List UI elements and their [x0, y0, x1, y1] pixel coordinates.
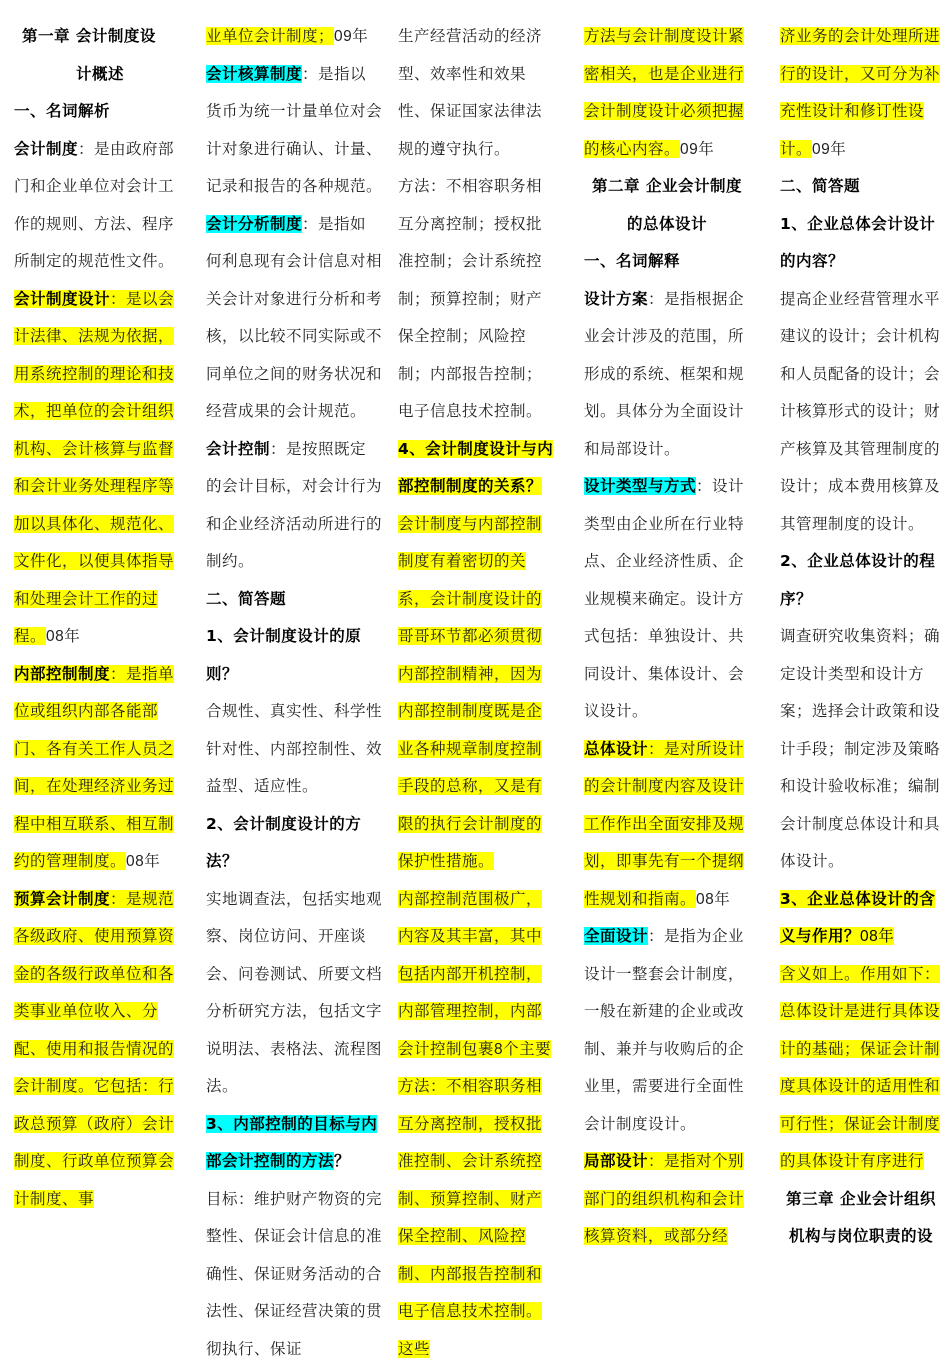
term-label: 会计核算制度: [206, 65, 302, 83]
answer-4: [398, 506, 556, 881]
term-label: 全面设计: [584, 927, 648, 945]
term-partial-design-cont: [780, 18, 942, 168]
term-accounting-system-design: [14, 281, 186, 656]
term-label: 总体设计: [584, 740, 648, 758]
chapter-3-title-cont: 机构与岗位职责的设: [780, 1218, 942, 1256]
answer-3-methods: 方法：不相容职务相互分离控制；授权批准控制；会计系统控制；预算控制；财产保全控制；风险控制；内部报告控制；电子信息技术控制。: [398, 168, 556, 431]
column-3: [398, 18, 556, 1368]
term-accounting-core-system: [206, 56, 382, 206]
term-design-type: [584, 468, 750, 731]
year-tag: 08年: [46, 628, 80, 645]
year-tag: 09年: [334, 28, 368, 45]
term-label: 设计类型与方式: [584, 477, 696, 495]
term-definition: ：是按照既定的会计目标，对会计行为和企业经济活动所进行的制约。: [206, 440, 382, 571]
answer-1: 提高企业经营管理水平建议的设计；会计机构和人员配备的设计；会计核算形式的设计；财产核算及其管理制度的设计；成本费用核算及其管理制度的设计。: [780, 281, 942, 544]
term-label: 预算会计制度: [14, 890, 110, 908]
answer-1: 合规性、真实性、科学性针对性、内部控制性、效益型、适应性。: [206, 693, 382, 806]
question-3-text: 3、企业总体设计的含义与作用？: [780, 890, 935, 946]
question-1: 1、企业总体会计设计的内容？: [780, 206, 942, 281]
term-definition: ：是指如何利息现有会计信息对相关会计对象进行分析和考核，以比较不同实际或不同单位之间的财务状况和经营成果的会计规范。: [206, 215, 382, 421]
term-label: 会计分析制度: [206, 215, 302, 233]
year-tag: 09年: [680, 141, 714, 158]
question-mark: ？: [334, 1152, 350, 1170]
year-tag: 09年: [812, 141, 846, 158]
answer-2: 实地调查法，包括实地观察、岗位访问、开座谈会、问卷测试、所要文档分析研究方法，包括文字说明法、表格法、流程图法。: [206, 881, 382, 1106]
answer-3: 目标：维护财产物资的完整性、保证会计信息的准确性、保证财务活动的合法性、保证经营决策的贯彻执行、保证: [206, 1181, 382, 1368]
answer-2: 调查研究收集资料；确定设计类型和设计方案；选择会计政策和设计手段；制定涉及策略和设计验收标准；编制会计制度总体设计和具体设计。: [780, 618, 942, 881]
section-qa-heading: 二、简答题: [206, 581, 382, 619]
answer-4-text-2: 内部控制范围极广，内容及其丰富，其中包括内部开机控制，内部管理控制，内部会计控制包裹: [398, 890, 542, 1058]
term-definition: ：是指单位或组织内部各能部门、各有关工作人员之间，在处理经济业务过程中相互联系、相互制约的管理制度。: [14, 665, 174, 871]
question-2: 2、会计制度设计的方法？: [206, 806, 382, 881]
year-tag: 08年: [696, 891, 730, 908]
term-label: 局部设计: [584, 1152, 648, 1170]
term-definition: ：设计类型由企业所在行业特点、企业经济性质、企业规模来确定。设计方式包括：单独设计、共同设计、集体设计、会议设计。: [584, 477, 744, 720]
answer-4-cont: [398, 881, 556, 1368]
term-definition: ：是由政府部门和企业单位对会计工作的规则、方法、程序所制定的规范性文件。: [14, 140, 174, 271]
term-definition: ：是指对个别部门的组织机构和会计核算资料，或部分经: [584, 1152, 744, 1245]
term-partial-design: [584, 1143, 750, 1256]
answer-4-text: 会计制度与内部控制制度有着密切的关系，会计制度设计的哥哥环节都必须贯彻内部控制精神，因为内部控制制度既是企业各种规章制度控制手段的总称，又是有限的执行会计制度的保护性措施。: [398, 515, 542, 871]
term-budget-cont: [206, 18, 382, 56]
answer-4-end: [584, 18, 750, 168]
chapter-3-title: 第三章 企业会计组织: [780, 1181, 942, 1219]
question-3-text: 3、内部控制的目标与内部会计控制的方法: [206, 1115, 377, 1171]
term-label: 设计方案: [584, 290, 648, 308]
column-5: [780, 18, 942, 1256]
question-3: [206, 1106, 382, 1181]
term-definition: ：是指以货币为统一计量单位对会计对象进行确认、计量、记录和报告的各种规范。: [206, 65, 382, 196]
question-3: [780, 881, 942, 956]
term-internal-control-system: [14, 656, 186, 881]
column-2: [206, 18, 382, 1368]
question-1: 1、会计制度设计的原则？: [206, 618, 382, 693]
chapter-2-title-cont: 的总体设计: [584, 206, 750, 244]
term-definition: ：是规范各级政府、使用预算资金的各级行政单位和各类事业单位收入、分配、使用和报告情况的会计制度。它: [14, 890, 174, 1096]
term-definition-cont: 业单位会计制度；: [206, 27, 334, 45]
year-tag: 08年: [126, 853, 160, 870]
question-4-text: 4、会计制度设计与内部控制制度的关系？: [398, 440, 553, 496]
term-accounting-analysis-system: [206, 206, 382, 431]
term-budget-accounting-system: [14, 881, 186, 1219]
question-2: 2、企业总体设计的程序？: [780, 543, 942, 618]
answer-4-text-end: 方法与会计制度设计紧密相关，也是企业进行会计制度设计必须把握的核心内容。: [584, 27, 744, 158]
section-terms-heading: 一、名词解析: [14, 93, 186, 131]
term-definition: ：是指为企业设计一整套会计制度，一般在新建的企业或改制、兼并与收购后的企业里，需要进行全面性会计制度设计。: [584, 927, 744, 1133]
term-label: 会计制度: [14, 140, 78, 158]
column-1: [14, 18, 186, 1218]
section-terms-heading: 一、名词解释: [584, 243, 750, 281]
term-definition-cont: 济业务的会计处理所进行的设计，又可分为补充性设计和修订性设计。: [780, 27, 940, 158]
term-overall-design: [584, 731, 750, 919]
answer-3-cont: 生产经营活动的经济型、效率性和效果性、保证国家法律法规的遵守执行。: [398, 18, 556, 168]
method-count: 8: [494, 1041, 503, 1058]
term-accounting-system: [14, 131, 186, 281]
term-definition: ：是指根据企业会计涉及的范围，所形成的系统、框架和规划。具体分为全面设计和局部设计。: [584, 290, 744, 458]
term-label: 会计制度设计: [14, 290, 110, 308]
term-label: 内部控制制度: [14, 665, 110, 683]
answer-3-text: 含义如上。作用如下：总体设计是进行具体设计的基础；保证会计制度具体设计的适用性和可行性；保证会计制度的具体设计有序进行: [780, 965, 940, 1171]
term-full-design: [584, 918, 750, 1143]
term-definition: ：是对所设计的会计制度内容及设计工作作出全面安排及规划，即事先有一个提纲性规划和指南。: [584, 740, 744, 908]
year-tag: 08年: [860, 928, 894, 945]
term-design-plan: [584, 281, 750, 469]
column-4: [584, 18, 750, 1256]
chapter-1-title-cont: 计概述: [14, 56, 186, 94]
term-definition-cont: 包括：行政总预算（政府）会计制度、行政单位预算会计制度、事: [14, 1077, 174, 1208]
term-label: 会计控制: [206, 440, 270, 458]
term-definition: ：是以会计法律、法规为依据，用系统控制的理论和技术，把单位的会计组织机构、会计核算与监督和会计业务处理程序等加以具体化、规范化、文件化，以便具体指导和处理会计工作的过程。: [14, 290, 174, 646]
answer-4-text-3: 个主要方法：不相容职务相互分离控制，授权批准控制、会计系统控制、预算控制、财产保全控制、风险控制、内部报告控制和电子信息技术控制。这些: [398, 1040, 551, 1358]
question-4: [398, 431, 556, 506]
chapter-2-title: 第二章 企业会计制度: [584, 168, 750, 206]
answer-3: [780, 956, 942, 1181]
term-accounting-control: [206, 431, 382, 581]
chapter-1-title: 第一章 会计制度设: [14, 18, 186, 56]
section-qa-heading: 二、简答题: [780, 168, 942, 206]
